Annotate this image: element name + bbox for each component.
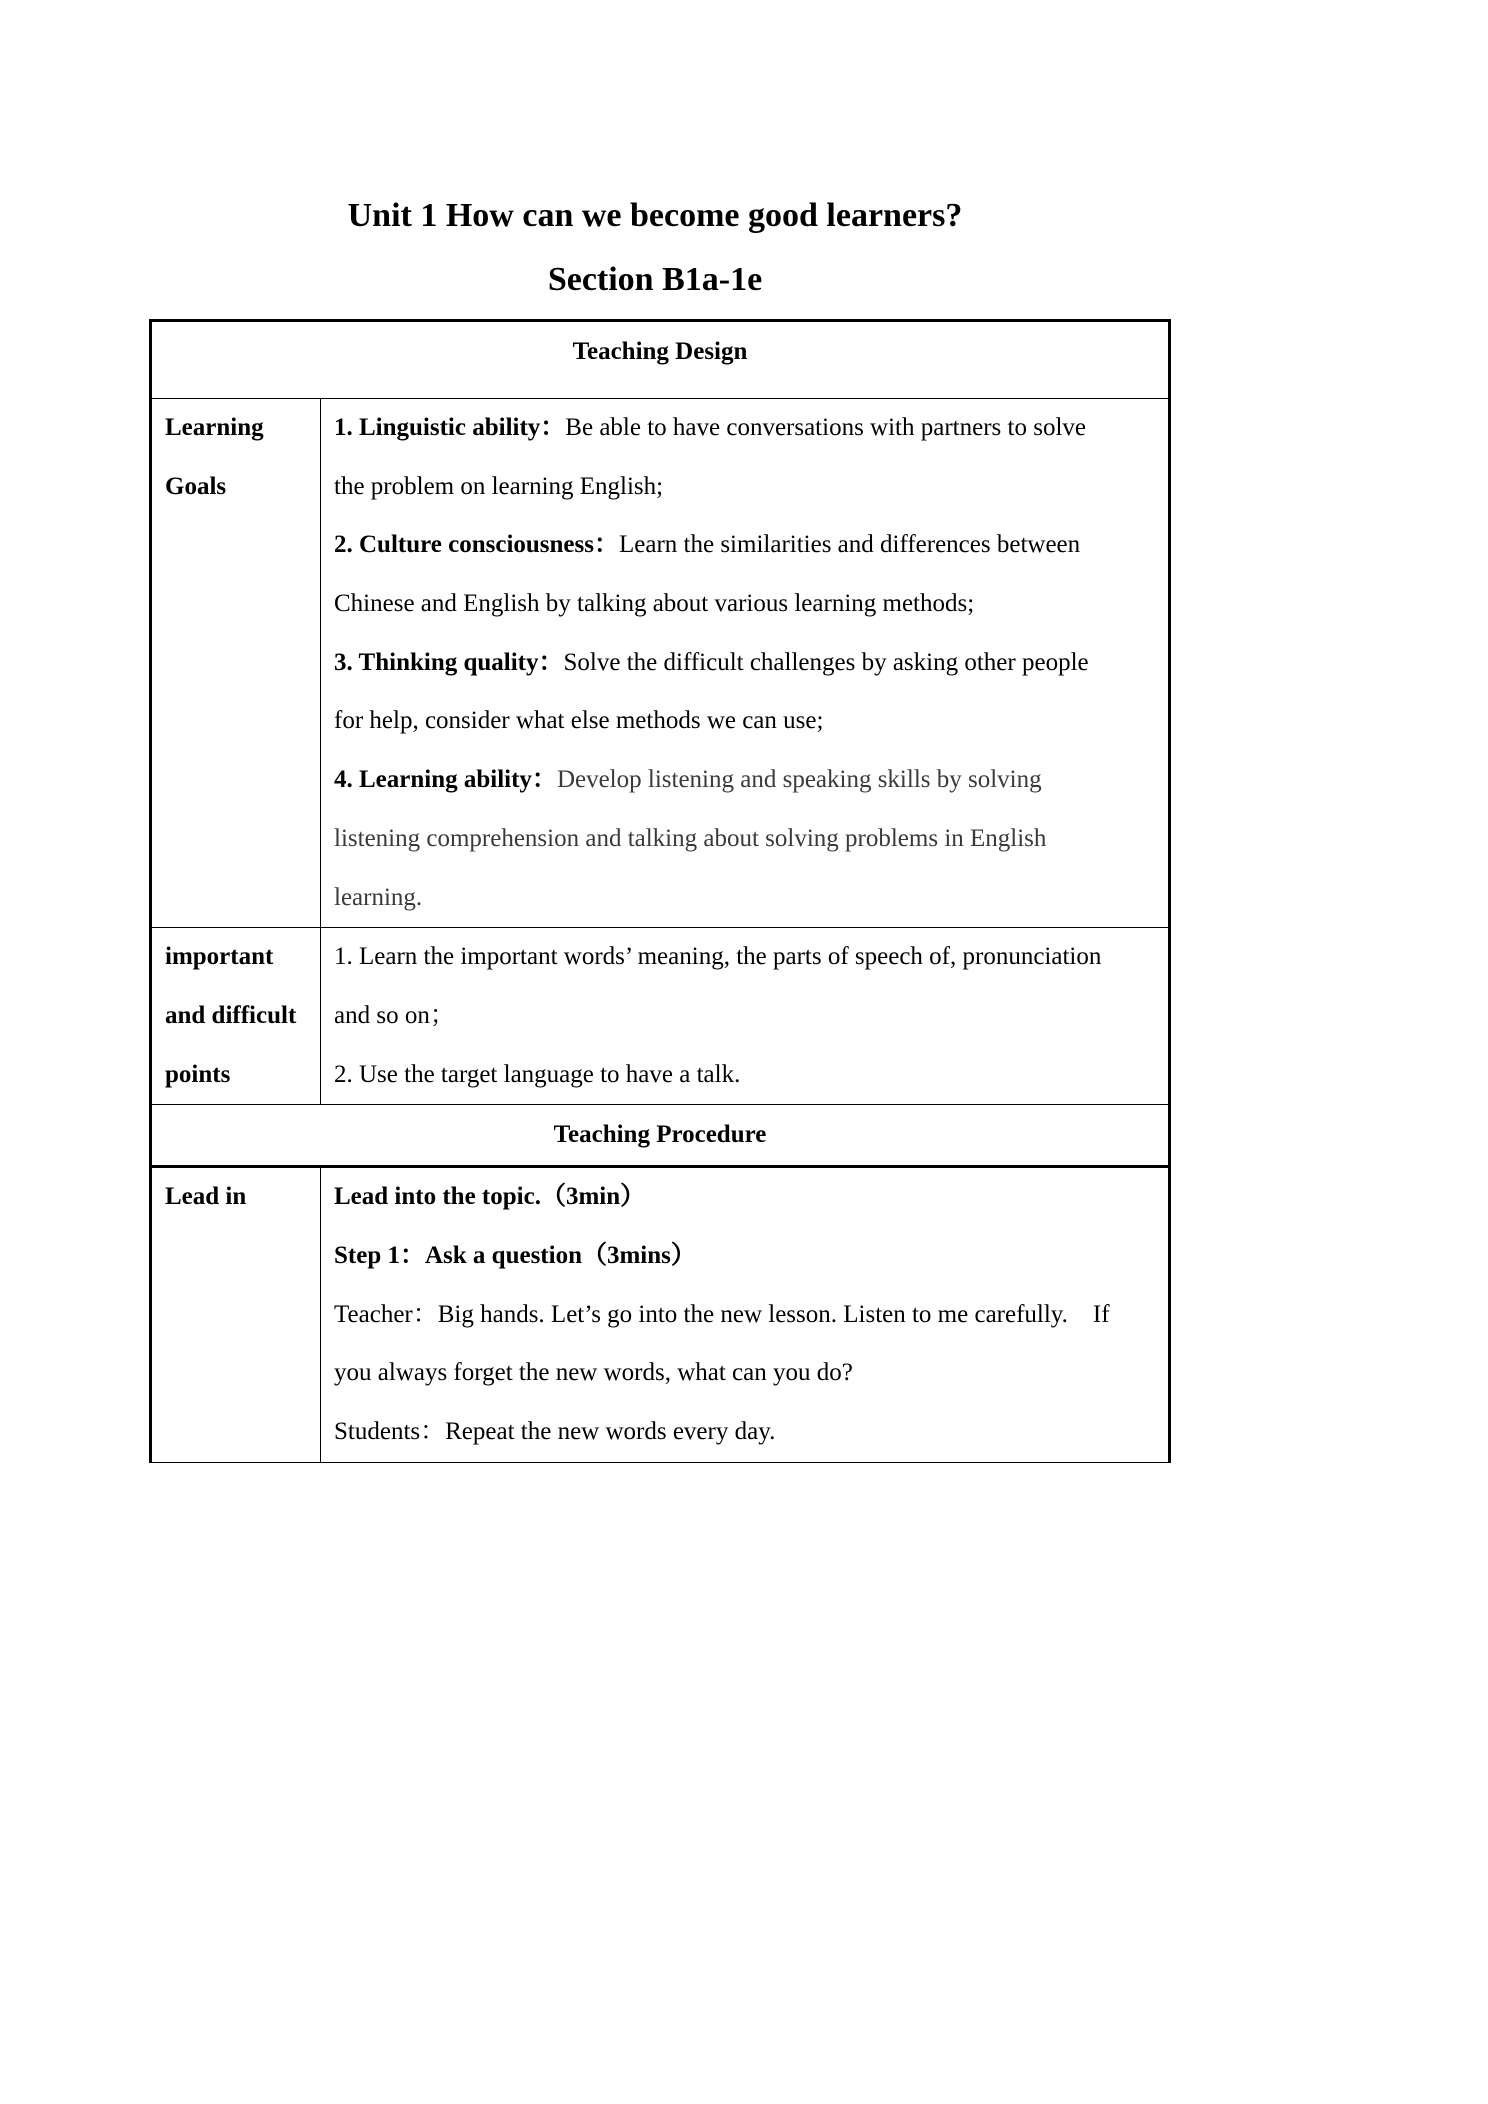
students-line: Students：Repeat the new words every day.: [334, 1418, 776, 1445]
goal-line: learning.: [334, 883, 423, 911]
table-row: [151, 1167, 1170, 1462]
label-line: and difficult: [165, 1001, 297, 1029]
goal-line: [334, 399, 1168, 458]
document-subtitle: Section B1a-1e: [547, 261, 763, 298]
label-line: points: [165, 1060, 231, 1088]
goal-text: Solve the difficult challenges by asking other people: [563, 648, 1089, 676]
teaching-procedure-header: Teaching Procedure: [151, 1105, 1170, 1167]
lead-in-content: [321, 1167, 1170, 1462]
important-points-label: [151, 928, 321, 1105]
goal-line: for help, consider what else methods we can use;: [334, 707, 824, 735]
learning-goals-label: [151, 399, 321, 928]
point-line: and so on；: [334, 1001, 455, 1029]
goal-line: listening comprehension and talking about solving problems in English: [334, 824, 1047, 852]
goal-line: [334, 516, 1168, 575]
table-row: [151, 928, 1170, 1105]
teacher-line: Teacher：Big hands. Let’s go into the new lesson. Listen to me carefully. If: [334, 1300, 1110, 1328]
goal-line: [334, 634, 1168, 693]
learning-goals-content: [321, 399, 1170, 928]
table-row: [151, 399, 1170, 928]
teaching-plan-table: [149, 319, 1171, 1463]
label-line: Learning: [165, 414, 264, 441]
goal-text: Develop listening and speaking skills by solving: [556, 766, 1042, 794]
goal-label: 3. Thinking quality：: [334, 648, 564, 676]
step-heading: Step 1：Ask a question（3mins）: [334, 1241, 696, 1269]
point-line: 2. Use the target language to have a talk.: [334, 1060, 741, 1088]
goal-line: the problem on learning English;: [334, 472, 664, 500]
point-line: 1. Learn the important words’ meaning, the parts of speech of, pronunciation: [334, 943, 1102, 971]
goal-line: Chinese and English by talking about various learning methods;: [334, 590, 975, 618]
table-row: [151, 1105, 1170, 1167]
lead-in-heading: Lead into the topic.（3min）: [334, 1183, 646, 1211]
lead-in-label: [151, 1167, 321, 1462]
label-line: Goals: [165, 472, 227, 500]
goal-label: 1. Linguistic ability：: [334, 414, 566, 441]
table-row: [151, 321, 1170, 399]
label-line: important: [165, 943, 274, 971]
label-line: Lead in: [165, 1183, 247, 1211]
important-points-content: [321, 928, 1170, 1105]
teacher-line: you always forget the new words, what can you do?: [334, 1359, 853, 1387]
goal-text: Learn the similarities and differences between: [619, 531, 1081, 559]
goal-label: 2. Culture consciousness：: [334, 531, 619, 559]
goal-label: 4. Learning ability：: [334, 766, 557, 794]
goal-text: Be able to have conversations with partners to solve: [565, 414, 1086, 441]
goal-line: [334, 751, 1168, 810]
teaching-design-header: Teaching Design: [151, 321, 1170, 399]
document-title: Unit 1 How can we become good learners?: [347, 197, 963, 234]
